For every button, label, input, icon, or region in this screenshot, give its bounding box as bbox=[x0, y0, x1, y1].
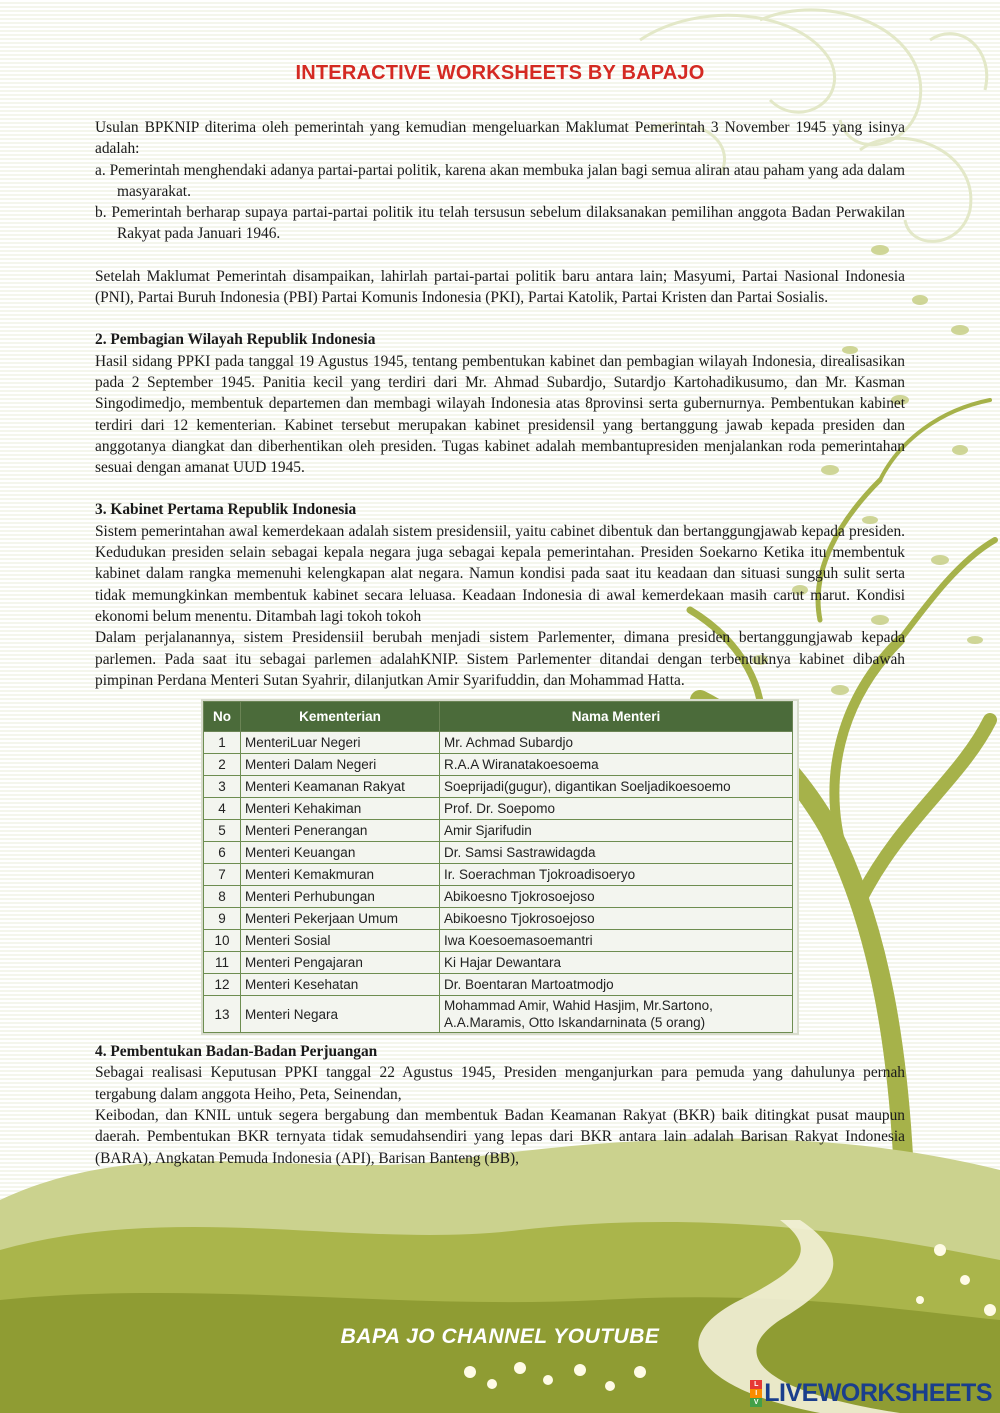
table-row bbox=[204, 908, 793, 930]
table-row bbox=[204, 996, 793, 1033]
liveworksheets-logo-text: LIVEWORKSHEETS bbox=[764, 1378, 992, 1407]
table-row bbox=[204, 886, 793, 908]
header-nama-menteri: Nama Menteri bbox=[440, 702, 793, 732]
main-content bbox=[95, 117, 905, 1169]
section-2-body: Hasil sidang PPKI pada tanggal 19 Agustus 1945, tentang pembentukan kabinet dan pembagian wilayah Indonesia, direalisasikan pada 2 September 1945. Panitia kecil yang terdiri dari Mr. Ahmad Subardjo, Sutardjo Kartohadikusumo, dan Mr. Kasman Singodimedjo, membentuk departemen dan membagi wilayah Indonesia atas 8provinsi serta gubernurnya. Pembentukan kabinet terdiri dari 12 kementerian. Kabinet tersebut merupakan kabinet presidensil yang bertanggung jawab kepada presiden dan anggotanya diangkat dan diberhentikan oleh presiden. Tugas kabinet adalah membantupresiden menjalankan roda pemerintahan sesuai dengan amanat UUD 1945. bbox=[95, 352, 905, 477]
cabinet-table bbox=[203, 701, 793, 1033]
cell-nama: R.A.A Wiranatakoesoema bbox=[440, 754, 793, 776]
logo-mark-v: V bbox=[750, 1398, 762, 1407]
section-3-heading: 3. Kabinet Pertama Republik Indonesia bbox=[95, 501, 357, 519]
cell-kementerian: Menteri Keuangan bbox=[241, 842, 440, 864]
cell-kementerian: Menteri Kemakmuran bbox=[241, 864, 440, 886]
cell-nama: Dr. Boentaran Martoatmodjo bbox=[440, 974, 793, 996]
table-row bbox=[204, 798, 793, 820]
cell-nama: Abikoesno Tjokrosoejoso bbox=[440, 886, 793, 908]
cell-no: 3 bbox=[204, 776, 241, 798]
header-no: No bbox=[204, 702, 241, 732]
cell-kementerian: Menteri Penerangan bbox=[241, 820, 440, 842]
cell-nama: Ir. Soerachman Tjokroadisoeryo bbox=[440, 864, 793, 886]
logo-mark-l: L bbox=[750, 1380, 762, 1389]
cell-no: 13 bbox=[204, 996, 241, 1033]
cell-kementerian: Menteri Sosial bbox=[241, 930, 440, 952]
section-4-body-2: Keibodan, dan KNIL untuk segera bergabung dan membentuk Badan Keamanan Rakyat (BKR) baik ditingkat pusat maupun daerah. Pembentukan BKR ternyata tidak semudahsendiri yang lepas dari BKR antara lain adalah Barisan Rakyat Indonesia (BARA), Angkatan Pemuda Indonesia (API), Barisan Banteng (BB), bbox=[95, 1107, 905, 1167]
cell-kementerian: Menteri Dalam Negeri bbox=[241, 754, 440, 776]
cell-nama: Amir Sjarifudin bbox=[440, 820, 793, 842]
cell-kementerian: Menteri Perhubungan bbox=[241, 886, 440, 908]
cell-nama: Abikoesno Tjokrosoejoso bbox=[440, 908, 793, 930]
cell-nama: Mohammad Amir, Wahid Hasjim, Mr.Sartono, A.A.Maramis, Otto Iskandarninata (5 orang) bbox=[440, 996, 793, 1033]
cell-nama: Mr. Achmad Subardjo bbox=[440, 732, 793, 754]
cell-no: 1 bbox=[204, 732, 241, 754]
liveworksheets-logo[interactable] bbox=[750, 1378, 992, 1408]
table-row bbox=[204, 820, 793, 842]
cell-nama: Soeprijadi(gugur), digantikan Soeljadikoesoemo bbox=[440, 776, 793, 798]
cell-kementerian: MenteriLuar Negeri bbox=[241, 732, 440, 754]
cell-kementerian: Menteri Pengajaran bbox=[241, 952, 440, 974]
table-row bbox=[204, 754, 793, 776]
cell-no: 12 bbox=[204, 974, 241, 996]
logo-mark-i: I bbox=[750, 1389, 762, 1398]
intro-list-item-a: a. Pemerintah menghendaki adanya partai-partai politik, karena akan membuka jalan bagi semua aliran atau paham yang ada dalam masyarakat. bbox=[95, 161, 905, 200]
cabinet-table-container bbox=[201, 699, 799, 1035]
section-2-heading: 2. Pembagian Wilayah Republik Indonesia bbox=[95, 331, 376, 349]
parties-paragraph: Setelah Maklumat Pemerintah disampaikan, lahirlah partai-partai politik baru antara lain; Masyumi, Partai Nasional Indonesia (PNI), Partai Buruh Indonesia (PBI) Partai Komunis Indonesia (PKI), Partai Katolik, Partai Kristen dan Partai Sosialis. bbox=[95, 267, 905, 307]
cell-no: 11 bbox=[204, 952, 241, 974]
section-4-body-1: Sebagai realisasi Keputusan PPKI tanggal 22 Agustus 1945, Presiden menganjurkan para pemuda yang dahulunya pernah tergabung dalam anggota Heiho, Peta, Seinendan, bbox=[95, 1064, 905, 1103]
table-row bbox=[204, 732, 793, 754]
cell-no: 10 bbox=[204, 930, 241, 952]
section-4-heading: 4. Pembentukan Badan-Badan Perjuangan bbox=[95, 1043, 378, 1061]
table-row bbox=[204, 930, 793, 952]
cell-nama: Dr. Samsi Sastrawidagda bbox=[440, 842, 793, 864]
cell-no: 7 bbox=[204, 864, 241, 886]
table-header-row bbox=[204, 702, 793, 732]
table-row bbox=[204, 974, 793, 996]
table-row bbox=[204, 864, 793, 886]
page-title: INTERACTIVE WORKSHEETS BY BAPAJO bbox=[295, 62, 705, 84]
cell-nama: Iwa Koesoemasoemantri bbox=[440, 930, 793, 952]
youtube-channel-label: BAPA JO CHANNEL YOUTUBE bbox=[340, 1325, 660, 1348]
cell-kementerian: Menteri Keamanan Rakyat bbox=[241, 776, 440, 798]
cell-no: 2 bbox=[204, 754, 241, 776]
section-3-body-2: Dalam perjalanannya, sistem Presidensiil berubah menjadi sistem Parlementer, dimana presiden bertanggungjawab kepada parlemen. Pada saat itu sebagai parlemen adalahKNIP. Sistem Parlementer ditandai dengan terbentuknya kabinet dibawah pimpinan Perdana Menteri Sutan Syahrir, dilanjutkan Amir Syarifuddin, dan Mohammad Hatta. bbox=[95, 629, 905, 689]
cell-kementerian: Menteri Kesehatan bbox=[241, 974, 440, 996]
cell-no: 5 bbox=[204, 820, 241, 842]
table-row bbox=[204, 842, 793, 864]
cell-kementerian: Menteri Negara bbox=[241, 996, 440, 1033]
cell-no: 8 bbox=[204, 886, 241, 908]
table-row bbox=[204, 776, 793, 798]
intro-paragraph: Usulan BPKNIP diterima oleh pemerintah yang kemudian mengeluarkan Maklumat Pemerintah 3 November 1945 yang isinya adalah: bbox=[95, 119, 905, 158]
cell-kementerian: Menteri Pekerjaan Umum bbox=[241, 908, 440, 930]
section-3-body-1: Sistem pemerintahan awal kemerdekaan adalah sistem presidensiil, yaitu cabinet dibentuk dan bertanggungjawab kepada presiden. Kedudukan presiden selain sebagai kepala negara juga sebagai kepala pemerintahan. Presiden Soekarno Ketika itu membentuk kabinet dalam rangka memenuhi kelengkapan alat negara. Namun kondisi pada saat itu keadaan dan situasi sungguh sulit serta tidak memungkinkan membentuk kabinet secara leluasa. Keadaan Indonesia di awal kemerdekaan masih carut marut. Kondisi ekonomi belum menentu. Ditambah lagi tokoh tokoh bbox=[95, 522, 905, 625]
header-kementerian: Kementerian bbox=[241, 702, 440, 732]
cell-nama: Ki Hajar Dewantara bbox=[440, 952, 793, 974]
cell-no: 9 bbox=[204, 908, 241, 930]
table-row bbox=[204, 952, 793, 974]
liveworksheets-mark-icon bbox=[750, 1380, 762, 1407]
cell-no: 6 bbox=[204, 842, 241, 864]
cell-nama: Prof. Dr. Soepomo bbox=[440, 798, 793, 820]
intro-list-item-b: b. Pemerintah berharap supaya partai-partai politik itu telah tersusun sebelum dilaksanakan pemilihan anggota Badan Perwakilan Rakyat pada Januari 1946. bbox=[95, 204, 905, 243]
cell-no: 4 bbox=[204, 798, 241, 820]
cell-kementerian: Menteri Kehakiman bbox=[241, 798, 440, 820]
